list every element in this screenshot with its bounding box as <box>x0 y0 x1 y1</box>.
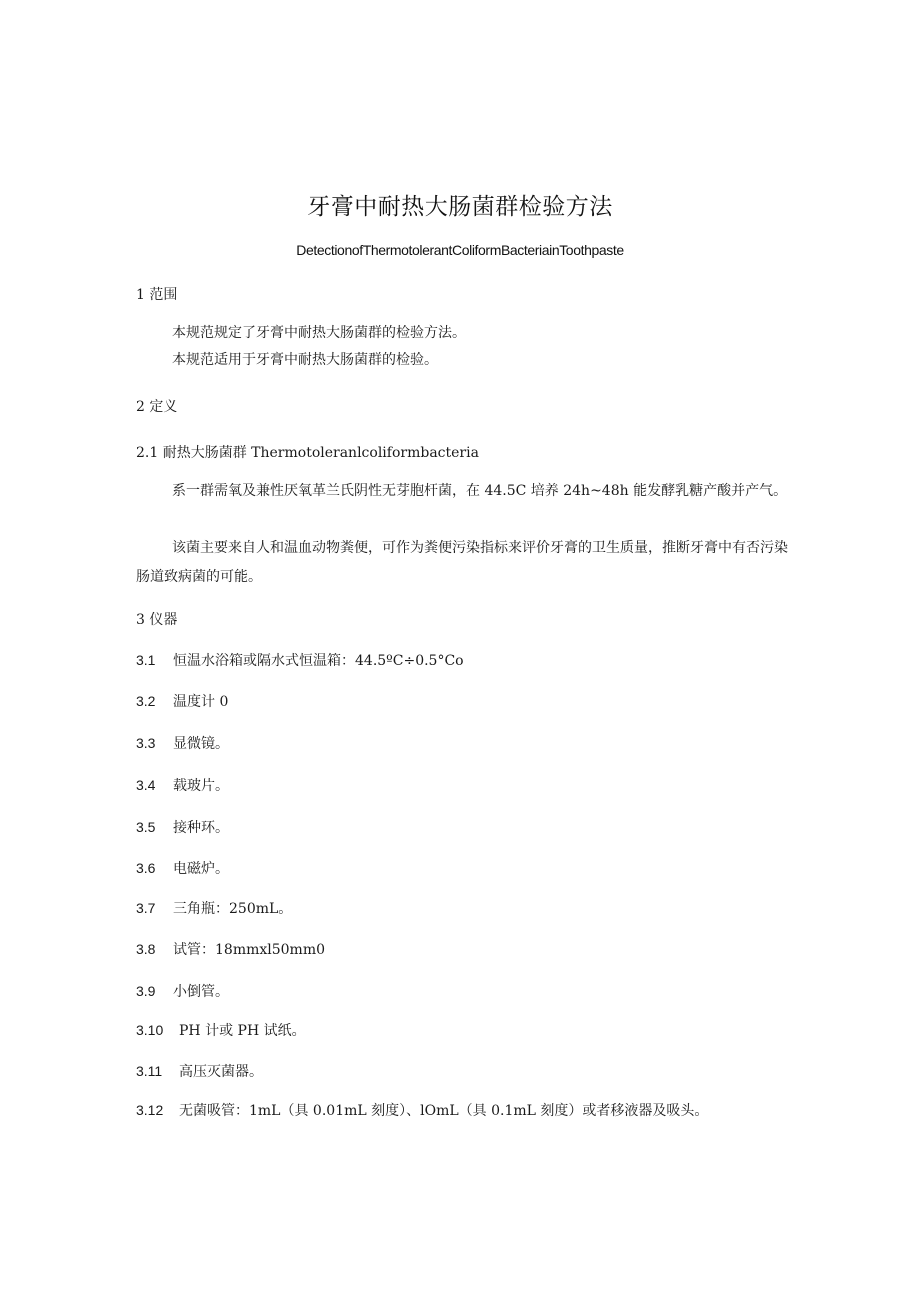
item-number: 3.3 <box>136 735 156 751</box>
instrument-item <box>136 733 229 754</box>
item-number: 3.12 <box>136 1102 164 1118</box>
definition-paragraph-2: 该菌主要来自人和温血动物粪便，可作为粪便污染指标来评价牙膏的卫生质量，推断牙膏中有否污染肠道致病菌的可能。 <box>136 540 788 585</box>
item-text: 高压灭菌器。 <box>179 1064 263 1080</box>
item-text: 载玻片。 <box>173 778 229 794</box>
instrument-item <box>136 898 292 919</box>
instrument-item <box>136 775 229 796</box>
item-text: 三角瓶：250mL。 <box>173 901 293 917</box>
instrument-item <box>136 1061 263 1082</box>
instrument-item <box>136 650 464 671</box>
item-text: 温度计 0 <box>173 694 229 710</box>
instrument-item <box>136 939 325 960</box>
item-number: 3.5 <box>136 819 156 835</box>
item-text: 接种环。 <box>173 820 229 836</box>
instrument-item <box>136 691 228 712</box>
section-1-line-1: 本规范规定了牙膏中耐热大肠菌群的检验方法。 <box>172 325 466 341</box>
instrument-item <box>136 858 229 879</box>
item-number: 3.2 <box>136 693 156 709</box>
definition-paragraph-1: 系一群需氧及兼性厌氧革兰氏阴性无芽胞杆菌，在 44.5C 培养 24h~48h 能发酵乳糖产酸并产气。 <box>172 483 788 499</box>
instrument-item <box>136 1020 306 1041</box>
document-subtitle: DetectionofThermotolerantColiformBacteriainToothpaste <box>296 242 624 258</box>
item-text: 恒温水浴箱或隔水式恒温箱：44.5ºC÷0.5°Co <box>173 653 464 669</box>
section-1-line-2: 本规范适用于牙膏中耐热大肠菌群的检验。 <box>172 352 438 368</box>
item-text: 电磁炉。 <box>173 861 229 877</box>
instrument-item <box>136 981 229 1002</box>
item-number: 3.6 <box>136 860 156 876</box>
item-number: 3.7 <box>136 900 156 916</box>
section-2-heading: 2 定义 <box>136 399 178 415</box>
section-3-heading: 3 仪器 <box>136 612 178 628</box>
item-number: 3.1 <box>136 652 156 668</box>
item-text: PH 计或 PH 试纸。 <box>179 1023 306 1039</box>
section-1-heading: 1 范围 <box>136 287 178 303</box>
item-number: 3.4 <box>136 777 156 793</box>
item-number: 3.10 <box>136 1022 164 1038</box>
instrument-item <box>136 1100 708 1121</box>
item-number: 3.9 <box>136 983 156 999</box>
item-text: 无菌吸管：1mL（具 0.01mL 刻度）、lOmL（具 0.1mL 刻度）或者移液器及吸头。 <box>179 1103 709 1119</box>
item-number: 3.11 <box>136 1063 163 1079</box>
item-text: 试管：18mmxl50mm0 <box>173 942 326 958</box>
item-text: 显微镜。 <box>173 736 229 752</box>
document-title: 牙膏中耐热大肠菌群检验方法 <box>307 194 613 220</box>
item-text: 小倒管。 <box>173 984 229 1000</box>
section-2-1-heading: 2.1 耐热大肠菌群 Thermotoleranlcoliformbacteria <box>136 445 479 461</box>
item-number: 3.8 <box>136 941 156 957</box>
instrument-item <box>136 817 229 838</box>
